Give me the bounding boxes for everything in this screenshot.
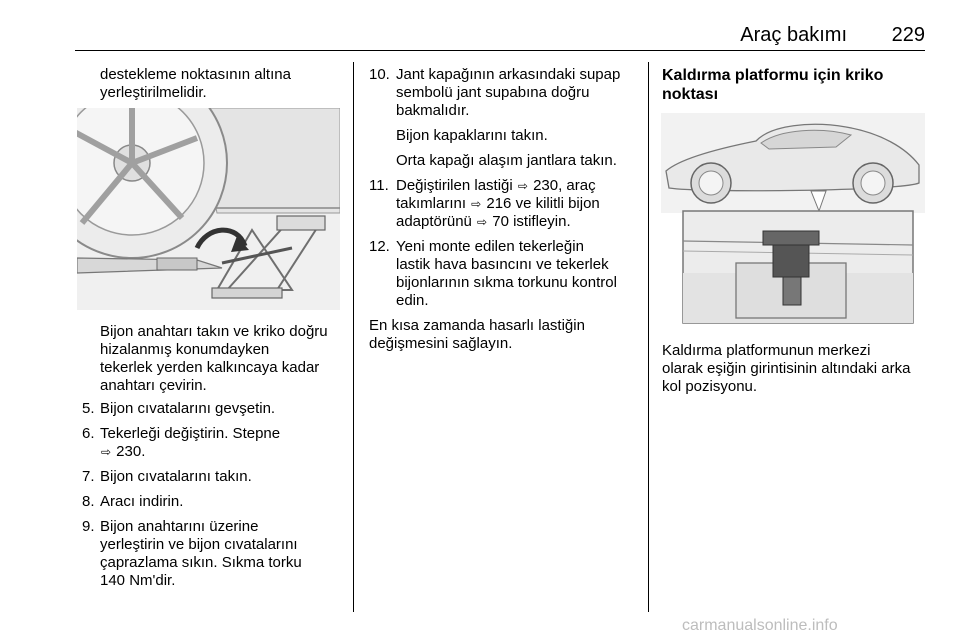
list-item: 5. Bijon cıvatalarını gevşetin. <box>82 400 276 417</box>
column-divider <box>353 62 354 612</box>
arrow-right-outline-icon: ⇨ <box>471 197 482 211</box>
cross-reference[interactable]: 216 ve kilitli bijon <box>486 195 600 212</box>
cross-reference[interactable]: 70 istifleyin. <box>492 213 571 230</box>
column-divider <box>648 62 649 612</box>
section-title: Araç bakımı <box>740 24 847 46</box>
note-text: Bijon kapaklarını takın. <box>396 127 548 144</box>
arrow-right-outline-icon: ⇨ <box>477 215 488 229</box>
figure-caption: Bijon anahtarı takın ve kriko doğru hizalanmış konumdayken tekerlek yerden kalkıncaya kadar anahtarı çevirin. <box>100 323 328 394</box>
list-item: 12. Yeni monte edilen tekerleğin lastik hava basıncını ve tekerlek bijonlarının sıkma torkunu kontrol edin. <box>369 238 617 309</box>
list-item: 6. Tekerleği değiştirin. Stepne ⇨ 230. <box>82 425 281 460</box>
header-rule <box>75 50 925 51</box>
list-item: 10. Jant kapağının arkasındaki supap sembolü jant supabına doğru bakmalıdır. <box>369 66 621 119</box>
section-heading: Kaldırma platformu için kriko noktası <box>662 67 884 103</box>
arrow-right-outline-icon: ⇨ <box>517 179 528 193</box>
watermark: carmanualsonline.info <box>682 617 838 634</box>
page-header <box>75 24 925 50</box>
list-item: 9. Bijon anahtarını üzerine yerleştirin ve bijon cıvatalarını çaprazlama sıkın. Sıkma torku 140 Nm'dir. <box>82 518 302 589</box>
column-two <box>369 66 644 353</box>
lift-point-illustration <box>661 113 925 327</box>
cross-reference[interactable]: 230. <box>116 443 146 460</box>
intro-text: destekleme noktasının altına yerleştirilmelidir. <box>100 66 291 101</box>
jack-illustration <box>77 108 340 310</box>
steps-list <box>82 400 350 590</box>
cross-reference[interactable]: 230, araç <box>533 177 596 194</box>
list-item: 7. Bijon cıvatalarını takın. <box>82 468 252 485</box>
page-number: 229 <box>891 24 925 46</box>
list-item: 11. Değiştirilen lastiği ⇨ 230, araç takımlarını ⇨ 216 ve kilitli bijon adaptörünü ⇨ 70 istifleyin. <box>369 177 600 230</box>
list-item: 8. Aracı indirin. <box>82 493 184 510</box>
note-text: Orta kapağı alaşım jantlara takın. <box>396 152 617 169</box>
closing-text: En kısa zamanda hasarlı lastiğin değişmesini sağlayın. <box>369 317 585 352</box>
arrow-right-outline-icon: ⇨ <box>100 445 112 459</box>
figure-caption: Kaldırma platformunun merkezi olarak eşiğin girintisinin altındaki arka kol pozisyonu. <box>662 342 911 395</box>
